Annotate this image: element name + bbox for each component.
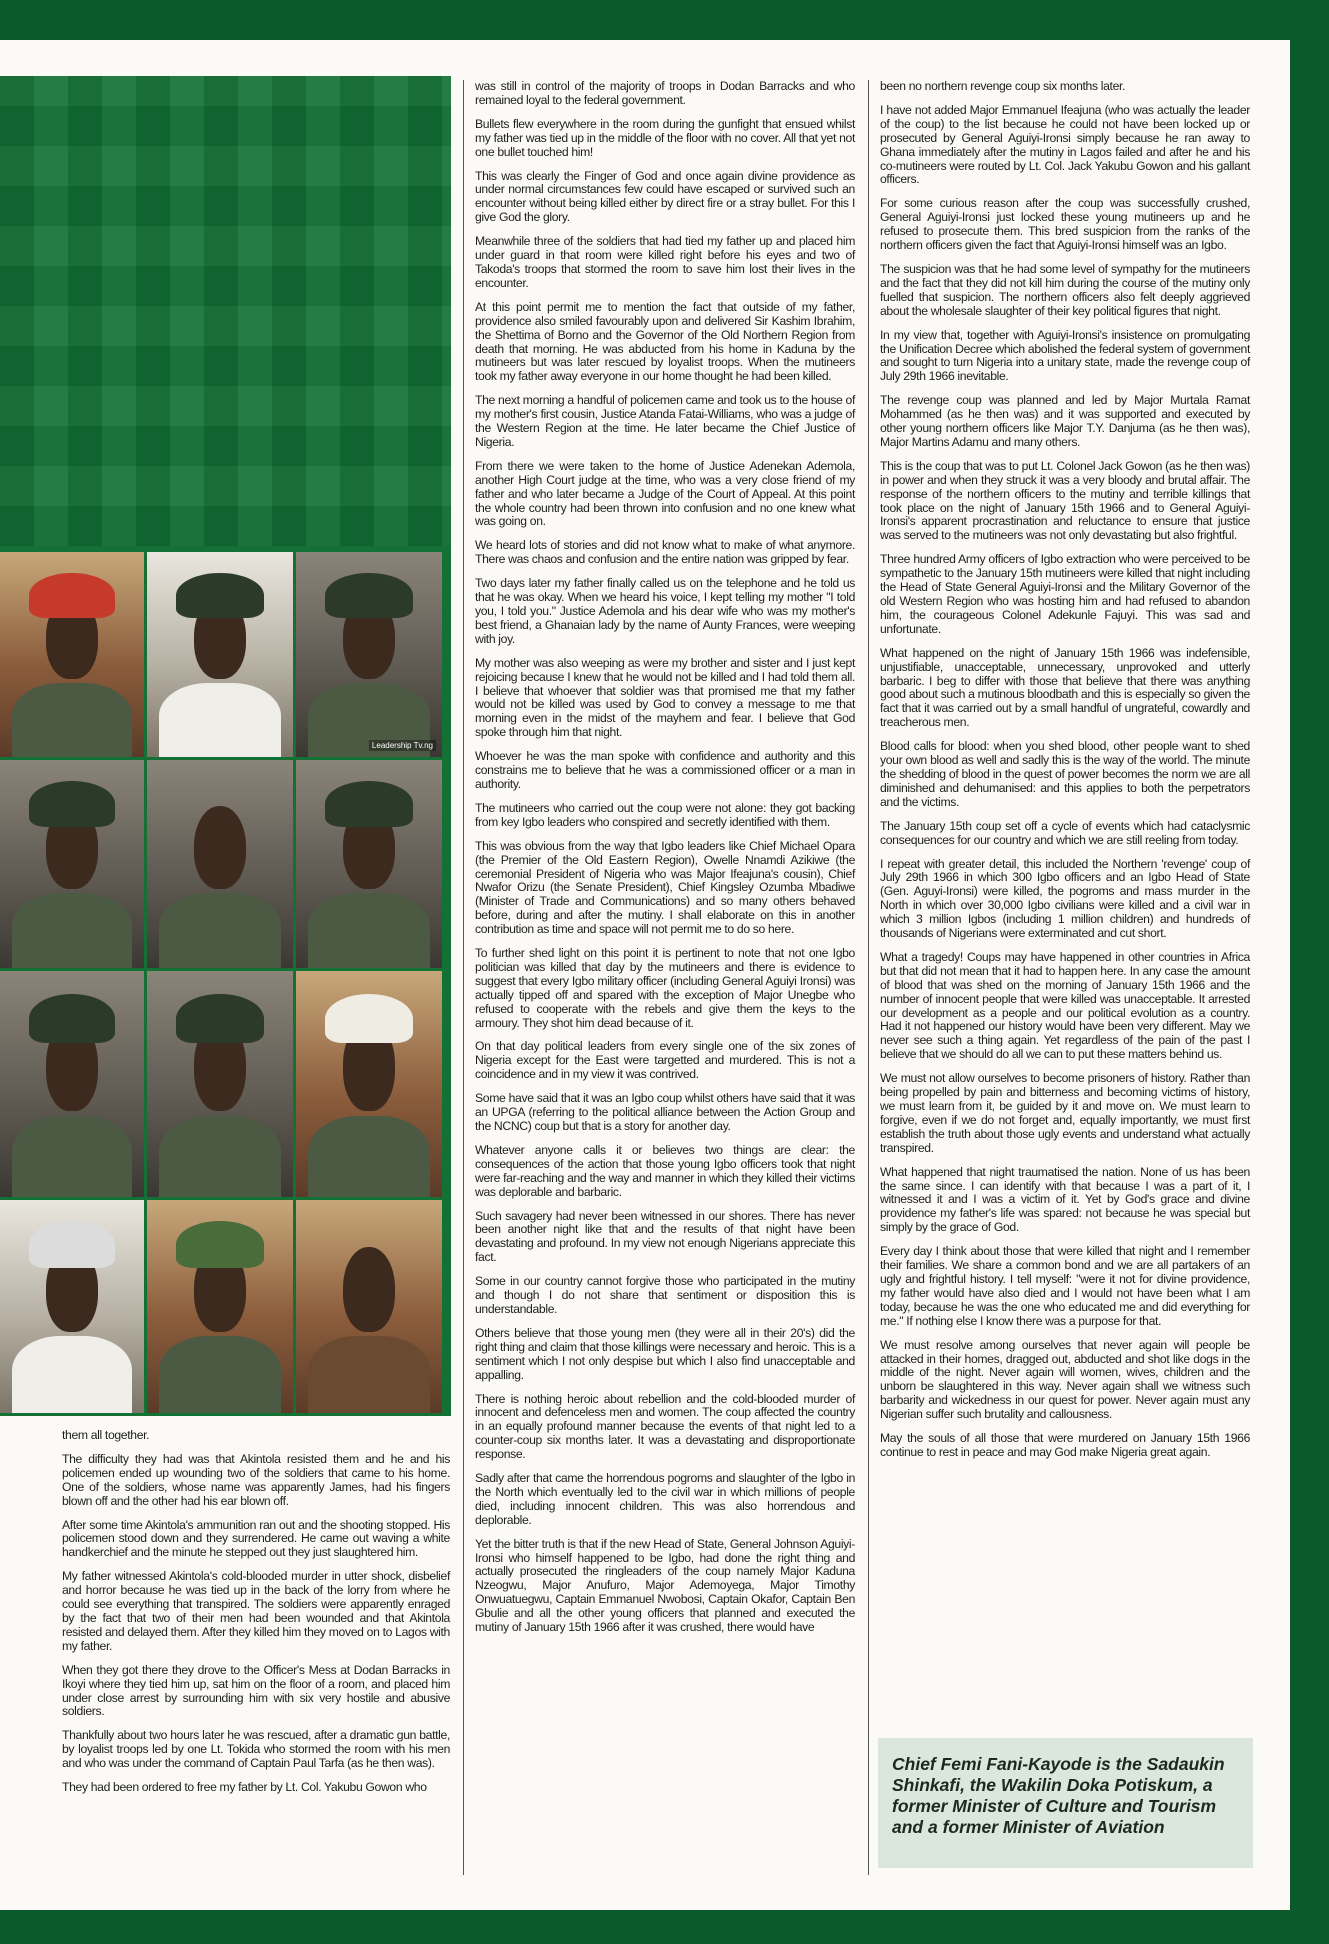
paragraph: The January 15th coup set off a cycle of events which had cataclysmic consequences for our country and which we are still reeling from today. <box>880 818 1250 847</box>
paragraph: After some time Akintola's ammunition ran out and the shooting stopped. His policemen stood down and they surrendered. He came out waving a white handkerchief and the minute he stepped out they just slaughtered him. <box>62 1517 450 1560</box>
paragraph: them all together. <box>62 1428 150 1442</box>
paragraph: Some have said that it was an Igbo coup whilst others have said that it was an UPGA (referring to the political alliance between the Action Group and the NCNC) coup but that is a story for another day. <box>475 1091 855 1133</box>
paragraph: Some in our country cannot forgive those who participated in the mutiny and though I do not share that sentiment or disposition this is understandable. <box>475 1274 855 1316</box>
paragraph: For some curious reason after the coup was successfully crushed, General Aguiyi-Ironsi just locked these young mutineers up and he refused to prosecute them. This bred suspicion from the ranks of the northern officers given the fact that Aguiyi-Ironsi himself was an Igbo. <box>880 196 1250 253</box>
paragraph: They had been ordered to free my father by Lt. Col. Yakubu Gowon who <box>62 1780 427 1795</box>
portrait-3 <box>296 552 442 757</box>
paragraph: Whoever he was the man spoke with confidence and authority and this constrains me to believe that he was a commissioned officer or a man in authority. <box>475 749 855 791</box>
paragraph: This is the coup that was to put Lt. Colonel Jack Gowon (as he then was) in power and when they struck it was a very bloody and brutal affair. The response of the northern officers to the mutiny and terrible killings that took place on the night of January 15th 1966 and to General Aguiyi-Ironsi's apparent procrastination and reluctance to ensure that justice was served to the mutineers was not only devastating but also frightful. <box>880 458 1250 543</box>
portrait-6 <box>296 760 442 968</box>
paragraph: What happened on the night of January 15th 1966 was indefensible, unjustifiable, unacceptable, unnecessary, unprovoked and utterly barbaric. I beg to differ with those that believe that there was anything good about such a mutinous bloodbath and this is especially so given the fact that it was carried out by a small handful of ungrateful, cowardly and treacherous men. <box>880 645 1250 730</box>
paragraph: Whatever anyone calls it or believes two things are clear: the consequences of the action that those young Igbo officers took that night were far-reaching and the way and manner in which they killed their victims was deplorable and barbaric. <box>475 1142 855 1199</box>
portrait-4 <box>0 760 144 968</box>
paragraph: Three hundred Army officers of Igbo extraction who were perceived to be sympathetic to the January 15th mutineers were killed that night including the Head of State General Aguiyi-Ironsi and the Military Governor of the old Western Region who was hosting him and had refused to abandon him, the courageous Colonel Adekunle Fajuyi. This was sad and unfortunate. <box>880 552 1250 636</box>
paragraph: was still in control of the majority of troops in Dodan Barracks and who remained loyal to the federal government. <box>475 79 855 107</box>
paragraph: What happened that night traumatised the nation. None of us has been the same since. I can identify with that because I was a part of it, I witnessed it and I was a victim of it. Yet by God's grace and divine providence my father's life was spared: not because he was special but simply by the grace of God. <box>880 1164 1250 1235</box>
paragraph: What a tragedy! Coups may have happened in other countries in Africa but that did not mean that it had to happen here. In any case the amount of blood that was shed on the morning of January 15th 1966 and the number of innocent people that were killed was unacceptable. It arrested our development as a people and our political evolution as a country. Had it not happened our history would have been very different. May we never see such a thing again. Yet regardless of the pain of the past I believe that we should do all we can to put these matters behind us. <box>880 949 1250 1062</box>
portrait-collage <box>0 552 442 1404</box>
paragraph: From there we were taken to the home of Justice Adenekan Ademola, another High Court judge at the time, who was a very close friend of my father and who later became a Judge of the Court of Appeal. At this point the whole country had been thrown into confusion and no one knew what was going on. <box>475 458 855 529</box>
column-rule-left <box>463 80 464 1875</box>
portrait-7 <box>0 971 144 1197</box>
paragraph: To further shed light on this point it is pertinent to note that not one Igbo politician was killed that day by the mutineers and there is evidence to suggest that every Igbo military officer (including General Aguiyi Ironsi) was actually tipped off and spared with the exception of Major Unegbe who refused to cooperate with the rebels and give them the keys to the armoury. They shot him dead because of it. <box>475 946 855 1030</box>
portrait-10 <box>0 1200 144 1413</box>
portrait-2 <box>147 552 293 757</box>
paragraph: May the souls of all those that were murdered on January 15th 1966 continue to rest in peace and may God make Nigeria great again. <box>880 1431 1250 1459</box>
paragraph: My father witnessed Akintola's cold-blooded murder in utter shock, disbelief and horror because he was tied up in the back of the lorry from where he could see everything that transpired. The soldiers were apparently enraged by the fact that two of their men had been wounded and that Akintola resisted and delayed them. After they killed him they moved on to Lagos with my father. <box>62 1569 450 1653</box>
paragraph: Such savagery had never been witnessed in our shores. There has never been another night like that and the results of that night have been devastating and profound. In my view not enough Nigerians appreciate this fact. <box>475 1208 855 1265</box>
paragraph: This was obvious from the way that Igbo leaders like Chief Michael Opara (the Premier of the Old Eastern Region), Owelle Nnamdi Azikiwe (the ceremonial President of Nigeria who was Major Ifeajuna's cousin), Chief Nwafor Orizu (the Senate President), Chief Kingsley Ozumba Mbadiwe (Minister of Trade and Communications) and so many others behaved before, during and after the mutiny. I shall elaborate on this in another contribution as time and space will not permit me to do so here. <box>475 838 855 937</box>
portrait-11 <box>147 1200 293 1413</box>
paragraph: In my view that, together with Aguiyi-Ironsi's insistence on promulgating the Unification Decree which abolished the federal system of government and sought to turn Nigeria into a unitary state, made the revenge coup of July 29th 1966 inevitable. <box>880 327 1250 384</box>
paragraph: The next morning a handful of policemen came and took us to the house of my mother's first cousin, Justice Atanda Fatai-Williams, who was a judge of the Western Region at the time. He later became the Chief Justice of Nigeria. <box>475 393 855 449</box>
photo-mosaic-overlay <box>0 76 451 546</box>
portrait-5 <box>147 760 293 968</box>
paragraph: The suspicion was that he had some level of sympathy for the mutineers and the fact that they did not kill him during the course of the mutiny only fuelled that suspicion. The northern officers also felt deeply aggrieved about the wholesale slaughter of their key political figures that night. <box>880 261 1250 318</box>
paragraph: When they got there they drove to the Officer's Mess at Dodan Barracks in Ikoyi where they tied him up, sat him on the floor of a room, and placed him under close arrest by surrounding him with six very hostile and abusive soldiers. <box>62 1662 450 1719</box>
paragraph: been no northern revenge coup six months later. <box>880 79 1126 93</box>
portrait-12 <box>296 1200 442 1413</box>
paragraph: Blood calls for blood: when you shed blood, other people want to shed your own blood as well and sadly this is the way of the world. The minute the shedding of blood in the quest of power becomes the norm we are all diminished and dehumanised: and this applies to both the perpetrators and the victims. <box>880 739 1250 809</box>
paragraph: The mutineers who carried out the coup were not alone: they got backing from key Igbo leaders who conspired and secretly identified with them. <box>475 800 855 829</box>
paragraph: Every day I think about those that were killed that night and I remember their families. We share a common bond and we are all partakers of an ugly and frightful history. I tell myself: "were it not for divine providence, my father would have also died and I would not have been what I am today, because he was the one who educated me and did everything for me." If nothing else I know there was a purpose for that. <box>880 1244 1250 1328</box>
paragraph: Thankfully about two hours later he was rescued, after a dramatic gun battle, by loyalist troops led by one Lt. Tokida who stormed the room with his men and who was under the command of Captain Paul Tarfa (as he then was). <box>62 1728 450 1771</box>
article-column-2 <box>475 80 855 1645</box>
paragraph: Two days later my father finally called us on the telephone and he told us that he was okay. When we heard his voice, I kept telling my mother "I told you, I told you." Justice Ademola and his dear wife who was my mother's best friend, a Ghanaian lady by the name of Aunty Frances, were weeping with joy. <box>475 576 855 646</box>
portrait-8 <box>147 971 293 1197</box>
paragraph: We heard lots of stories and did not know what to make of what anymore. There was chaos and confusion and the entire nation was gripped by fear. <box>475 538 855 567</box>
paragraph: This was clearly the Finger of God and once again divine providence as under normal circumstances few could have escaped or survived such an encounter without being killed either by direct fire or a stray bullet. For this I give God the glory. <box>475 168 855 225</box>
paragraph: Sadly after that came the horrendous pogroms and slaughter of the Igbo in the North which eventually led to the civil war in which millions of people died, including innocent children. This was also horrendous and deplorable. <box>475 1471 855 1527</box>
paragraph: Yet the bitter truth is that if the new Head of State, General Johnson Aguiyi-Ironsi who himself happened to be Igbo, had done the right thing and actually prosecuted the ringleaders of the coup namely Major Kaduna Nzeogwu, Major Anufuro, Major Ademoyega, Major Timothy Onwuatuegwu, Captain Emmanuel Nwobosi, Captain Okafor, Captain Ben Gbulie and all the other young officers that planned and executed the mutiny of January 15th 1966 after it was crushed, there would have <box>475 1536 855 1635</box>
paragraph: I repeat with greater detail, this included the Northern 'revenge' coup of July 29th 1966 in which 300 Igbo officers and an Igbo Head of State (Gen. Aguyi-Ironsi) were killed, the pogroms and mass murder in the North in which over 30,000 Igbo civilians were killed and a civil war in which 3 million Igbos (including 1 million children) and hundreds of thousands of Nigerians were exterminated and cut short. <box>880 856 1250 941</box>
paragraph: We must not allow ourselves to become prisoners of history. Rather than being propelled by pain and bitterness and becoming victims of history, we must learn from it, be guided by it and move on. We must learn to forgive, even if we do not forget and, equally importantly, we must first establish the truth about those ugly events and understand what actually transpired. <box>880 1071 1250 1155</box>
author-bio-text: Chief Femi Fani-Kayode is the Sadaukin Shinkafi, the Wakilin Doka Potiskum, a former Minister of Culture and Tourism and a former Minister of Aviation <box>892 1754 1225 1837</box>
author-bio-box <box>878 1738 1253 1868</box>
paragraph: My mother was also weeping as were my brother and sister and I just kept rejoicing because I knew that he would not be killed and I had told them all. I believe that whoever that soldier was that promised me that my father would not be killed was used by God to convey a message to me that morning even in the midst of the mayhem and fear. I believe that God spoke through him that night. <box>475 655 855 740</box>
paragraph: Others believe that those young men (they were all in their 20's) did the right thing and claim that those killings were necessary and heroic. This is a sentiment which I not only despise but which I also find unacceptable and appalling. <box>475 1325 855 1382</box>
paragraph: We must resolve among ourselves that never again will people be attacked in their homes, dragged out, abducted and shot like dogs in the middle of the night. Never again will women, wives, children and the unborn be slaughtered in this way. Never again shall we witness such barbarity and wickedness in our quest for power. Never again must any Nigerian suffer such brutality and callousness. <box>880 1337 1250 1422</box>
portrait-9 <box>296 971 442 1197</box>
paragraph: At this point permit me to mention the fact that outside of my father, providence also smiled favourably upon and delivered Sir Kashim Ibrahim, the Shettima of Borno and the Governor of the Old Northern Region from death that morning. He was abducted from his home in Kaduna by the mutineers but was later rescued by loyalist troops. When the mutineers took my father away everyone in our home thought he had been killed. <box>475 299 855 384</box>
column-rule-right <box>868 80 869 1875</box>
portrait-1 <box>0 552 144 757</box>
paragraph: The revenge coup was planned and led by Major Murtala Ramat Mohammed (as he then was) and it was supported and executed by other young northern officers like Major T.Y. Danjuma (as he then was), Major Martins Adamu and many others. <box>880 393 1250 449</box>
paragraph: There is nothing heroic about rebellion and the cold-blooded murder of innocent and defenceless men and women. The coup affected the country in an equally profound manner because the events of that night led to a counter-coup six months later. It was a devastating and disproportionate response. <box>475 1391 855 1462</box>
paragraph: On that day political leaders from every single one of the six zones of Nigeria except for the East were targetted and murdered. This is not a coincidence and in my view it was contrived. <box>475 1039 855 1082</box>
article-column-1 <box>62 1429 450 1805</box>
article-column-3 <box>880 80 1250 1470</box>
paragraph: The difficulty they had was that Akintola resisted them and he and his policemen ended up wounding two of the soldiers that came to his home. One of the soldiers, whose name was apparently James, had his fingers blown off and the other had his ear blown off. <box>62 1451 450 1508</box>
watermark-text: Leadership Tv.ng <box>369 740 436 751</box>
paragraph: Bullets flew everywhere in the room during the gunfight that ensued whilst my father was tied up in the middle of the floor with no cover. All that yet not one bullet touched him! <box>475 116 855 159</box>
paragraph: Meanwhile three of the soldiers that had tied my father up and placed him under guard in that room were killed right before his eyes and two of Takoda's troops that stormed the room to save him lost their lives in the encounter. <box>475 234 855 290</box>
paragraph: I have not added Major Emmanuel Ifeajuna (who was actually the leader of the coup) to the list because he could not have been locked up or prosecuted by General Aguiyi-Ironsi simply because he ran away to Ghana immediately after the mutiny in Lagos failed and after he and his co-mutineers were routed by Lt. Col. Jack Yakubu Gowon and his gallant officers. <box>880 102 1250 187</box>
